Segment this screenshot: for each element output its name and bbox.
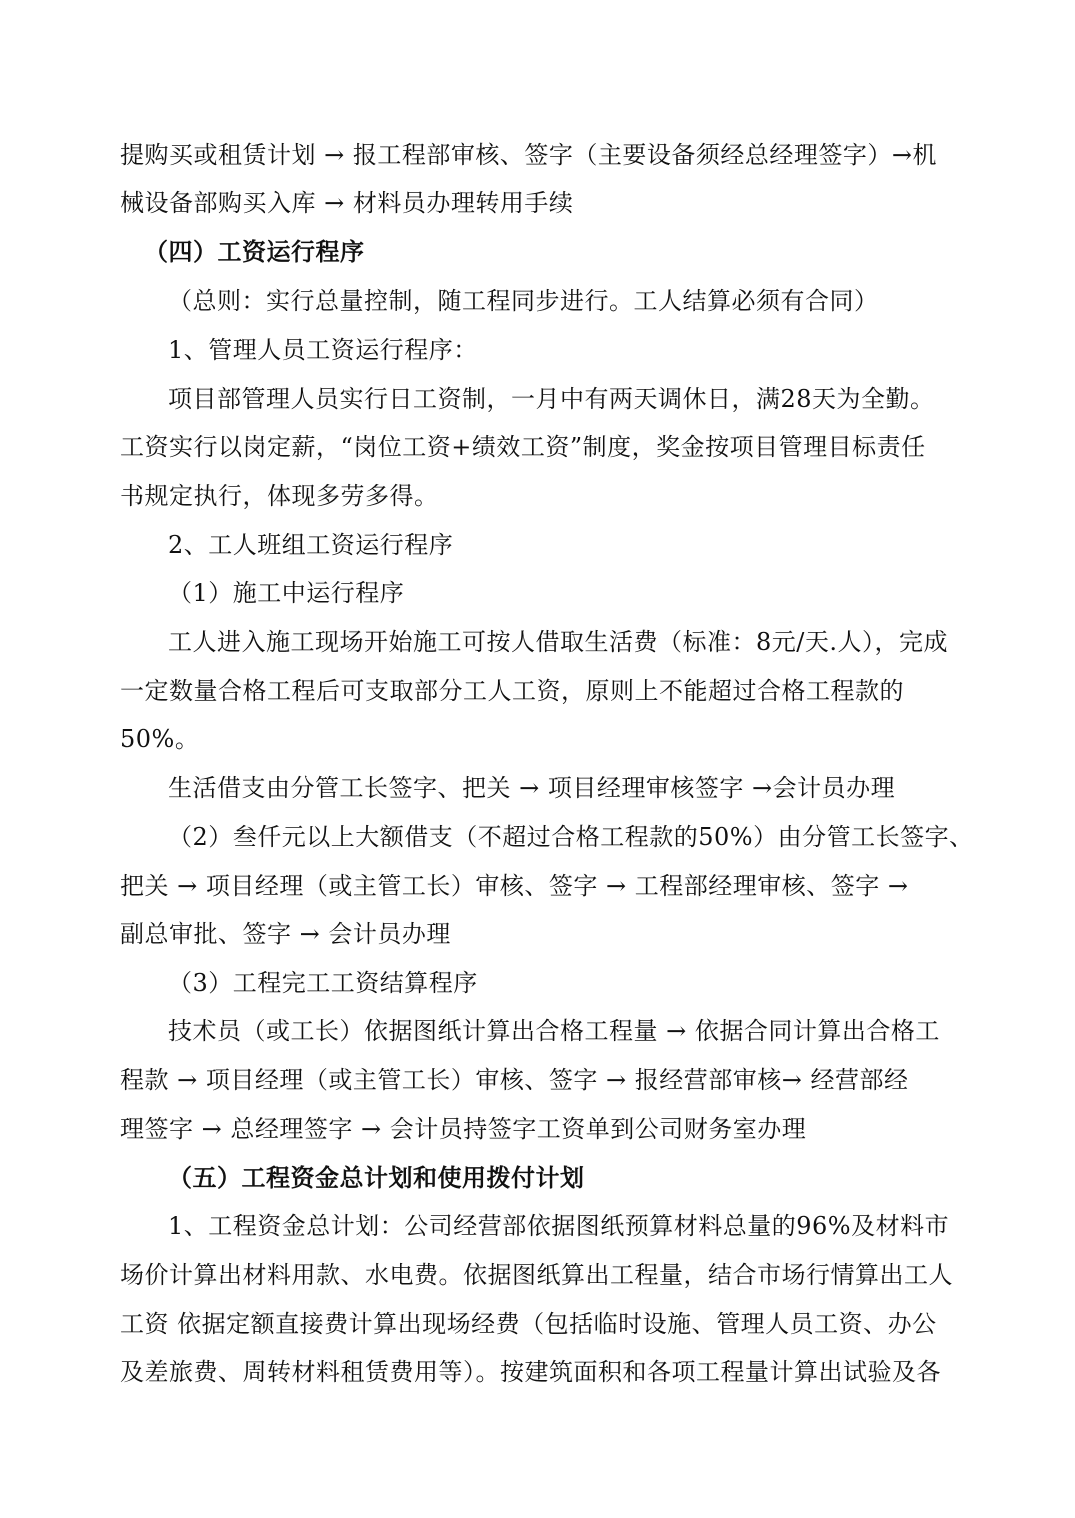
text-line-16: 把关 → 项目经理（或主管工长）审核、签字 → 工程部经理审核、签字 →	[120, 872, 909, 900]
text-line-26: 及差旅费、周转材料租赁费用等）。按建筑面积和各项工程量计算出试验及各	[120, 1358, 941, 1386]
text-line-19: 技术员（或工长）依据图纸计算出合格工程量 → 依据合同计算出合格工	[168, 1017, 940, 1045]
text-line-25: 工资 依据定额直接费计算出现场经费（包括临时设施、管理人员工资、办公	[120, 1310, 937, 1338]
text-line-7: 工资实行以岗定薪，“岗位工资+绩效工资”制度，奖金按项目管理目标责任	[120, 433, 926, 461]
text-line-1: 提购买或租赁计划 → 报工程部审核、签字（主要设备须经总经理签字）→机	[120, 141, 937, 169]
text-line-21: 理签字 → 总经理签字 → 会计员持签字工资单到公司财务室办理	[120, 1115, 807, 1143]
text-line-15: （2）叁仟元以上大额借支（不超过合格工程款的50%）由分管工长签字、	[168, 823, 974, 851]
text-line-8: 书规定执行，体现多劳多得。	[120, 482, 439, 510]
text-line-2: 械设备部购买入库 → 材料员办理转用手续	[120, 189, 574, 217]
text-line-6: 项目部管理人员实行日工资制，一月中有两天调休日，满28天为全勤。	[168, 385, 935, 413]
text-line-13: 50%。	[120, 725, 200, 753]
text-line-20: 程款 → 项目经理（或主管工长）审核、签字 → 报经营部审核→ 经营部经	[120, 1066, 909, 1094]
section-heading-5: （五）工程资金总计划和使用拨付计划	[168, 1163, 585, 1192]
subheading-construction-procedure: （1）施工中运行程序	[168, 579, 405, 607]
text-line-23: 1、工程资金总计划：公司经营部依据图纸预算材料总量的96%及材料市	[168, 1212, 950, 1240]
text-line-17: 副总审批、签字 → 会计员办理	[120, 920, 451, 948]
text-line-general-rule: （总则：实行总量控制，随工程同步进行。工人结算必须有合同）	[168, 287, 879, 315]
section-heading-4: （四）工资运行程序	[144, 237, 365, 266]
subheading-manager-wages: 1、管理人员工资运行程序：	[168, 336, 478, 364]
text-line-11: 工人进入施工现场开始施工可按人借取生活费（标准：8元/天.人），完成	[168, 628, 948, 656]
text-line-12: 一定数量合格工程后可支取部分工人工资，原则上不能超过合格工程款的	[120, 677, 904, 705]
subheading-completion-settlement: （3）工程完工工资结算程序	[168, 969, 478, 997]
text-line-14: 生活借支由分管工长签字、把关 → 项目经理审核签字 →会计员办理	[168, 774, 896, 802]
text-line-24: 场价计算出材料用款、水电费。依据图纸算出工程量，结合市场行情算出工人	[120, 1261, 953, 1289]
subheading-worker-wages: 2、工人班组工资运行程序	[168, 531, 454, 559]
